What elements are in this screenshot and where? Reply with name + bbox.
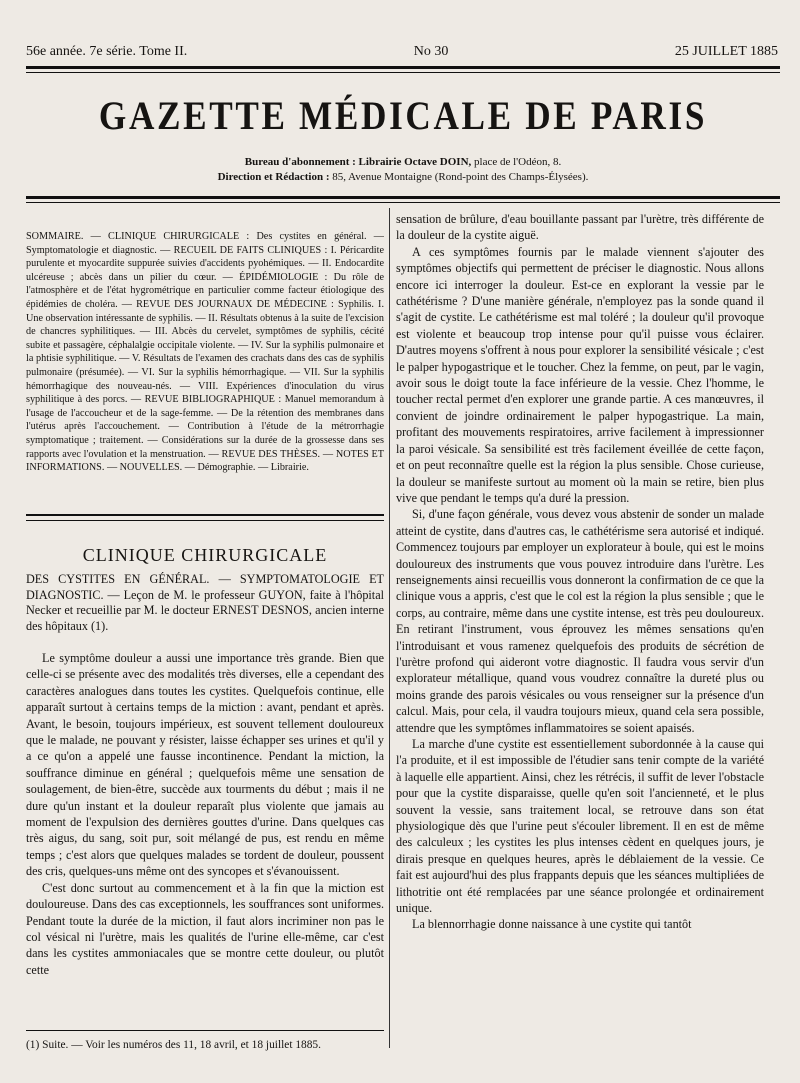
right-article-body <box>396 211 764 933</box>
lecon-byline: DES CYSTITES EN GÉNÉRAL. — SYMPTOMATOLOGIE ET DIAGNOSTIC. — Leçon de M. le professeur GUYON, faite à l'hôpital Necker et recueillie par M. le docteur ERNEST DESNOS, ancien interne des hôpitaux (1). <box>26 572 384 633</box>
issue-date: 25 JUILLET 1885 <box>674 44 778 59</box>
masthead-rule-thin <box>26 202 780 203</box>
masthead-title: GAZETTE MÉDICALE DE PARIS <box>98 93 708 138</box>
sommaire-block <box>26 230 384 475</box>
direction-label: Direction et Rédaction : <box>217 171 330 183</box>
sommaire-rule-1 <box>26 514 384 516</box>
issue-header <box>26 44 778 60</box>
right-paragraph-0: sensation de brûlure, d'eau bouillante passant par l'urètre, très différente de la douleur de la cystite aiguë. <box>396 212 764 243</box>
bureau-line <box>26 155 780 170</box>
right-paragraph-1: A ces symptômes fournis par le malade viennent s'ajouter des symptômes objectifs qui permettent de préciser le diagnostic. Nous allons encore ici interroger la douleur. Est-ce en explorant la vessie par le cathétérisme ? D'une manière générale, n'employez pas la sonde quand il s'agit de cystite. Le cathétérisme est mal toléré ; la douleur qu'il provoque est violente et beaucoup trop intense pour qu'il puisse vous éclairer. D'autres moyens s'offrent à nous pour explorer la sensibilité vésicale ; c'est le palper hypogastrique et le toucher. Chez la femme, on peut, par le vagin, avoir sous le doigt toute la face inférieure de la vessie. Chez l'homme, le toucher rectal permet d'en explorer une grande partie. A ces manœuvres, il convient de joindre ordinairement le palper hypogastrique. La main, profitant des mouvements respiratoires, arrive facilement à impressionner la paroi vésicale. Sa sensibilité est très facilement éveillée de cette façon, et on peut reconnaître quelle est la région la plus sensible. Chose curieuse, la douleur se manifeste surtout au moment où la main se retire, bien plus vive que pendant le temps qu'a duré la pression. <box>396 244 764 505</box>
direction-line <box>26 170 780 185</box>
sommaire-rule-2 <box>26 520 384 521</box>
bureau-address: place de l'Odéon, 8. <box>474 156 562 168</box>
section-heading: CLINIQUE CHIRURGICALE <box>82 545 328 565</box>
right-paragraph-4: La blennorrhagie donne naissance à une cystite qui tantôt <box>412 917 692 932</box>
left-article-body <box>26 650 384 978</box>
right-paragraph-3: La marche d'une cystite est essentiellement subordonnée à la cause qui l'a produite, et il est impossible de l'étudier sans tenir compte de la variété à laquelle elle appartient. Ainsi, chez les rétrécis, il suffit de lever l'obstacle pour que la cystite disparaisse, quelle qu'en soit l'ancienneté, et le plus souvent la vessie, sans traitement local, se retrouve dans son état physiologique dès que l'urine peut s'écouler librement. Il en est de même des calculeux ; les cystites les plus intenses cèdent en quelques jours, je dirais presque en quelques heures, après le déblaiement de la vessie. Ce fait est aujourd'hui des plus frappants depuis que les séances multipliées de lithotritie ont été remplacées par une séance prolongée et ordinairement unique. <box>396 737 764 916</box>
footnote: (1) Suite. — Voir les numéros des 11, 18 avril, et 18 juillet 1885. <box>26 1039 321 1051</box>
sommaire-text: SOMMAIRE. — CLINIQUE CHIRURGICALE : Des cystites en général. — Symptomatologie et diagnostic. — RECUEIL DE FAITS CLINIQUES : I. Péricardite purulente et myocardite suppurée suivies d'accidents pyohémiques. — II. Endocardite ulcéreuse ; abcès dans un pilier du cœur. — ÉPIDÉMIOLOGIE : Du rôle de l'atmosphère et de l'état hygrométrique en particulier comme facteur étiologique des épidémies de choléra. — REVUE DES JOURNAUX DE MÉDECINE : Syphilis. I. Une observation intéressante de syphilis. — II. Résultats obtenus à la suite de l'excision de chancres syphilitiques. — III. Abcès du cervelet, symptômes de syphilis, cécité subite et passagère, céphalalgie occipitale violente. — IV. Sur la syphilis pulmonaire et la phtisie syphilitique. — V. Résultats de l'examen des crachats dans des cas de syphilis pulmonaire (présumée). — VI. Sur la syphilis hémorrhagique. — VII. Sur la syphilis hémorrhagique des nouveau-nés. — VIII. Expériences d'inoculation du virus syphilitique à des porcs. — REVUE BIBLIOGRAPHIQUE : Manuel memorandum à l'usage de l'accoucheur et de la sage-femme. — De la rétention des membranes dans l'utérus après l'accouchement. — Contribution à l'étude de la métrorrhagie symptomatique ; traitement. — Considérations sur la durée de la grossesse dans ses rapports avec l'ovulation et la menstruation. — REVUE DES THÈSES. — NOTES ET INFORMATIONS. — NOUVELLES. — Démographie. — Librairie. <box>26 231 384 474</box>
header-rule-thin <box>26 72 780 73</box>
bureau-label: Bureau d'abonnement : Librairie Octave DOIN, <box>244 156 472 168</box>
direction-address: 85, Avenue Montaigne (Rond-point des Champs-Élysées). <box>332 171 589 183</box>
masthead-addresses <box>26 155 780 185</box>
volume-info: 56e année. 7e série. Tome II. <box>26 44 188 59</box>
issue-number: No 30 <box>413 44 449 59</box>
masthead-rule-thick <box>26 196 780 199</box>
footnote-rule <box>26 1030 384 1031</box>
left-paragraph-1: Le symptôme douleur a aussi une importance très grande. Bien que celle-ci se présente avec des modalités très diverses, elle a cependant des caractères analogues dans toutes les cystites. Quelquefois continue, elle apparaît surtout à certains temps de la miction : avant, pendant et après. Avant, le besoin, toujours impérieux, est souvent tellement douloureux que le malade, ne pouvant y résister, laisse échapper ses urines et qu'il y a ce qu'on a appelé une fausse incontinence. Pendant la miction, la souffrance diminue en général ; quelquefois même une sensation de soulagement, de bien-être, succède aux tourments du début ; mais il ne dure qu'un instant et la douleur reparaît plus violente que jamais au moment de l'expulsion des dernières gouttes d'urine. Dans quelques cas très aigus, du sang, soit pur, soit mélangé de pus, est rendu en même temps ; c'est alors que quelques malades se tordent de douleur, poussent des cris, quelques-uns même ont des syncopes et s'évanouissent. <box>26 651 384 879</box>
right-paragraph-2: Si, d'une façon générale, vous devez vous abstenir de sonder un malade atteint de cystite, dans d'autres cas, le cathétérisme sera autorisé et indiqué. Commencez toujours par employer un explorateur à boule, qui est le moins douloureux des instruments que vous pouvez introduire dans l'urètre. Les renseignements ainsi recueillis vous donneront la confirmation de ce que la clinique vous a appris, c'est que le col est la région la plus sensible ; que le corps, au contraire, même dans une cystite intense, est très peu douloureux. En retirant l'instrument, vous éprouvez les mêmes sensations qu'en l'introduisant et vous ramenez quelquefois des produits de sécrétion de l'urètre profond qui aideront votre diagnostic. Il faudra vous servir d'un explorateur métallique, quand vous voudrez connaître la dureté plus ou moins grande des parois vésicales ou vous renseigner sur la présence d'un calcul. Mais, pour cela, il vaudra toujours mieux, quand cela sera possible, attendre que les symptômes inflammatoires se soient apaisés. <box>396 507 764 735</box>
column-divider <box>389 208 390 1048</box>
header-rule-thick <box>26 66 780 69</box>
left-paragraph-2: C'est donc surtout au commencement et à la fin que la miction est douloureuse. Dans des cas exceptionnels, les souffrances sont uniformes. Pendant toute la durée de la miction, il faut alors incriminer non pas le col vésical ni l'urètre, mais les qualités de l'urine elle-même, car c'est dans les cystites ammoniacales que se montre cette douleur, ou plutôt cette <box>26 880 384 977</box>
